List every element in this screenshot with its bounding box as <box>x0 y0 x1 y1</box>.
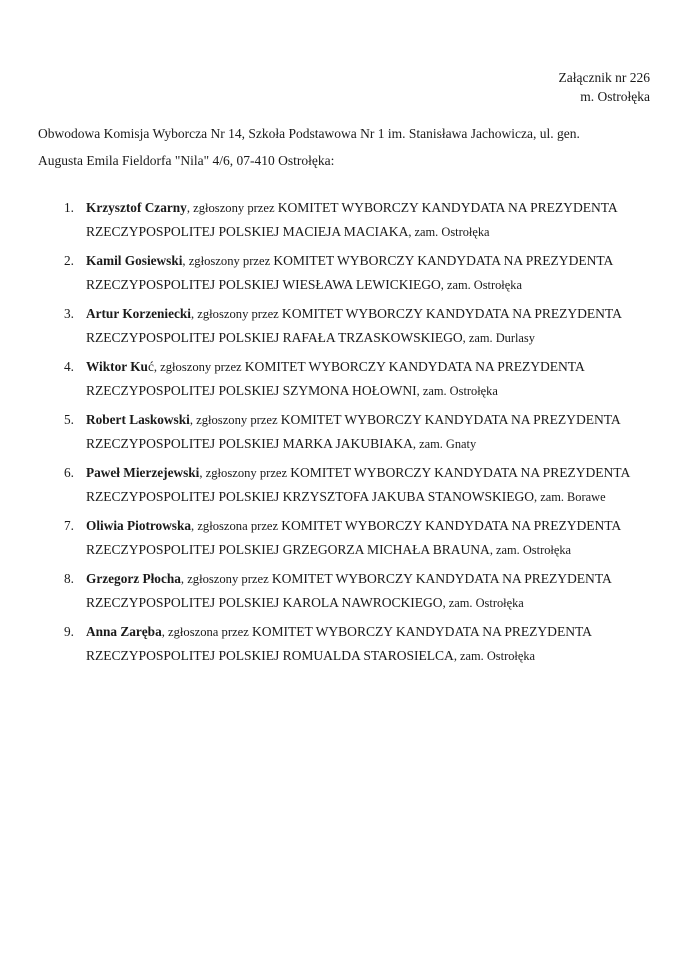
election-committee-name: KOMITET WYBORCZY KANDYDATA NA PREZYDENTA RZECZYPOSPOLITEJ POLSKIEJ SZYMONA HOŁOWNI <box>86 359 584 398</box>
election-committee-name: KOMITET WYBORCZY KANDYDATA NA PREZYDENTA RZECZYPOSPOLITEJ POLSKIEJ GRZEGORZA MICHAŁA BRAUNA <box>86 518 621 557</box>
list-item-number: 4. <box>64 359 74 374</box>
list-item-number: 9. <box>64 624 74 639</box>
election-committee-name: KOMITET WYBORCZY KANDYDATA NA PREZYDENTA RZECZYPOSPOLITEJ POLSKIEJ RAFAŁA TRZASKOWSKIEGO <box>86 306 622 345</box>
candidate-residence: , zam. Durlasy <box>462 331 535 345</box>
list-item <box>38 514 650 562</box>
candidate-name: Kamil Gosiewski <box>86 253 183 268</box>
list-item-number: 2. <box>64 253 74 268</box>
election-committee-name: KOMITET WYBORCZY KANDYDATA NA PREZYDENTA RZECZYPOSPOLITEJ POLSKIEJ MACIEJA MACIAKA <box>86 200 617 239</box>
candidate-name: Artur Korzeniecki <box>86 306 191 321</box>
list-item-number: 6. <box>64 465 74 480</box>
list-item <box>38 249 650 297</box>
candidate-residence: , zam. Borawe <box>534 490 606 504</box>
nomination-verb: , zgłoszony przez <box>189 413 281 427</box>
nomination-verb: , zgłoszony przez <box>182 254 274 268</box>
candidate-residence: , zam. Ostrołęka <box>416 384 498 398</box>
attachment-header <box>559 68 650 106</box>
list-item <box>38 567 650 615</box>
list-item-number: 3. <box>64 306 74 321</box>
list-item <box>38 461 650 509</box>
nomination-verb: , zgłoszony przez <box>199 466 291 480</box>
commission-address-line-2: Augusta Emila Fieldorfa "Nila" 4/6, 07-410 Ostrołęka: <box>38 153 335 168</box>
nomination-verb: , zgłoszona przez <box>191 519 282 533</box>
candidate-residence: , zam. Gnaty <box>412 437 477 451</box>
list-item-number: 7. <box>64 518 74 533</box>
list-item <box>38 196 650 244</box>
list-item-number: 1. <box>64 200 74 215</box>
candidate-residence: , zam. Ostrołęka <box>489 543 572 557</box>
candidate-residence: , zam. Ostrołęka <box>453 649 536 663</box>
candidate-list <box>38 196 650 673</box>
nomination-verb: , zgłoszony przez <box>180 572 272 586</box>
candidate-name: Anna Zaręba <box>86 624 162 639</box>
candidate-name-suffix: ć <box>147 359 154 374</box>
list-item <box>38 302 650 350</box>
election-committee-name: KOMITET WYBORCZY KANDYDATA NA PREZYDENTA RZECZYPOSPOLITEJ POLSKIEJ KRZYSZTOFA JAKUBA STANOWSKIEGO <box>86 465 630 504</box>
list-item-number: 8. <box>64 571 74 586</box>
election-committee-name: KOMITET WYBORCZY KANDYDATA NA PREZYDENTA RZECZYPOSPOLITEJ POLSKIEJ KAROLA NAWROCKIEGO <box>86 571 612 610</box>
nomination-verb: , zgłoszony przez <box>153 360 245 374</box>
commission-address <box>38 120 646 174</box>
candidate-name: Wiktor Ku <box>86 359 148 374</box>
attachment-number: Załącznik nr 226 <box>558 70 650 85</box>
nomination-verb: , zgłoszona przez <box>161 625 252 639</box>
election-committee-name: KOMITET WYBORCZY KANDYDATA NA PREZYDENTA RZECZYPOSPOLITEJ POLSKIEJ ROMUALDA STAROSIELCA <box>86 624 592 663</box>
commission-address-line-1: Obwodowa Komisja Wyborcza Nr 14, Szkoła Podstawowa Nr 1 im. Stanisława Jachowicza, ul. gen. <box>38 126 580 141</box>
election-committee-name: KOMITET WYBORCZY KANDYDATA NA PREZYDENTA RZECZYPOSPOLITEJ POLSKIEJ WIESŁAWA LEWICKIEGO <box>86 253 613 292</box>
list-item <box>38 355 650 403</box>
candidate-name: Krzysztof Czarny <box>86 200 187 215</box>
list-item-number: 5. <box>64 412 74 427</box>
list-item <box>38 408 650 456</box>
candidate-name: Oliwia Piotrowska <box>86 518 192 533</box>
election-committee-name: KOMITET WYBORCZY KANDYDATA NA PREZYDENTA RZECZYPOSPOLITEJ POLSKIEJ MARKA JAKUBIAKA <box>86 412 620 451</box>
candidate-residence: , zam. Ostrołęka <box>440 278 522 292</box>
candidate-name: Grzegorz Płocha <box>86 571 181 586</box>
list-item <box>38 620 650 668</box>
municipality-label: m. Ostrołęka <box>580 89 650 104</box>
candidate-residence: , zam. Ostrołęka <box>442 596 524 610</box>
nomination-verb: , zgłoszony przez <box>191 307 282 321</box>
candidate-name: Robert Laskowski <box>86 412 190 427</box>
candidate-residence: , zam. Ostrołęka <box>408 225 490 239</box>
nomination-verb: , zgłoszony przez <box>186 201 278 215</box>
candidate-name: Paweł Mierzejewski <box>86 465 200 480</box>
